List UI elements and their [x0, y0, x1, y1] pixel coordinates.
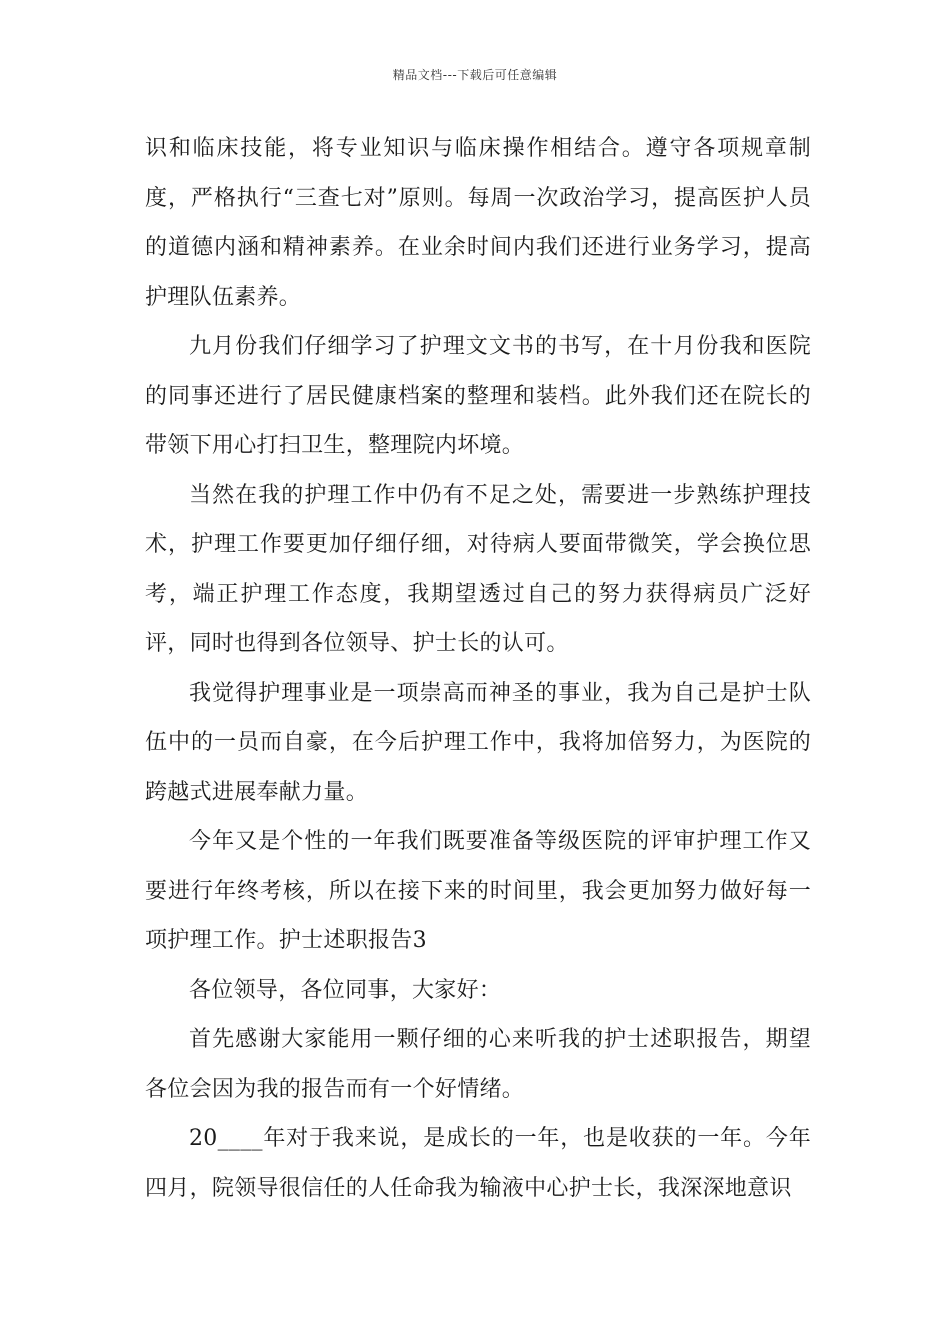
paragraph: 九月份我们仔细学习了护理文文书的书写，在十月份我和医院的同事还进行了居民健康档案的整理和装档。此外我们还在院长的带领下用心打扫卫生，整理院内坏境。 — [145, 334, 811, 458]
document-body — [145, 124, 811, 1213]
paragraph: 当然在我的护理工作中仍有不足之处，需要进一步熟练护理技术，护理工作要更加仔细仔细，对待病人要面带微笑，学会换位思考，端正护理工作态度，我期望透过自己的努力获得病员广泛好评，同时也得到各位领导、护士长的认可。 — [145, 482, 811, 656]
paragraph: 首先感谢大家能用一颗仔细的心来听我的护士述职报告，期望各位会因为我的报告而有一个好情绪。 — [145, 1027, 811, 1102]
paragraph: 我觉得护理事业是一项崇高而神圣的事业，我为自己是护士队伍中的一员而自豪，在今后护理工作中，我将加倍努力，为医院的跨越式进展奉献力量。 — [145, 680, 811, 805]
paragraph: 今年又是个性的一年我们既要准备等级医院的评审护理工作又要进行年终考核，所以在接下来的时间里，我会更加努力做好每一项护理工作。护士述职报告3 — [145, 829, 811, 953]
paragraph: 20____年对于我来说，是成长的一年，也是收获的一年。今年四月，院领导很信任的人任命我为输液中心护士长，我深深地意识 — [145, 1126, 811, 1201]
paragraph: 识和临床技能，将专业知识与临床操作相结合。遵守各项规章制度，严格执行“三查七对”原则。每周一次政治学习，提高医护人员的道德内涵和精神素养。在业余时间内我们还进行业务学习，提高护理队伍素养。 — [145, 136, 811, 310]
page-header: 精品文档---下载后可任意编辑 — [392, 68, 558, 82]
paragraph: 各位领导，各位同事，大家好： — [189, 977, 502, 1003]
